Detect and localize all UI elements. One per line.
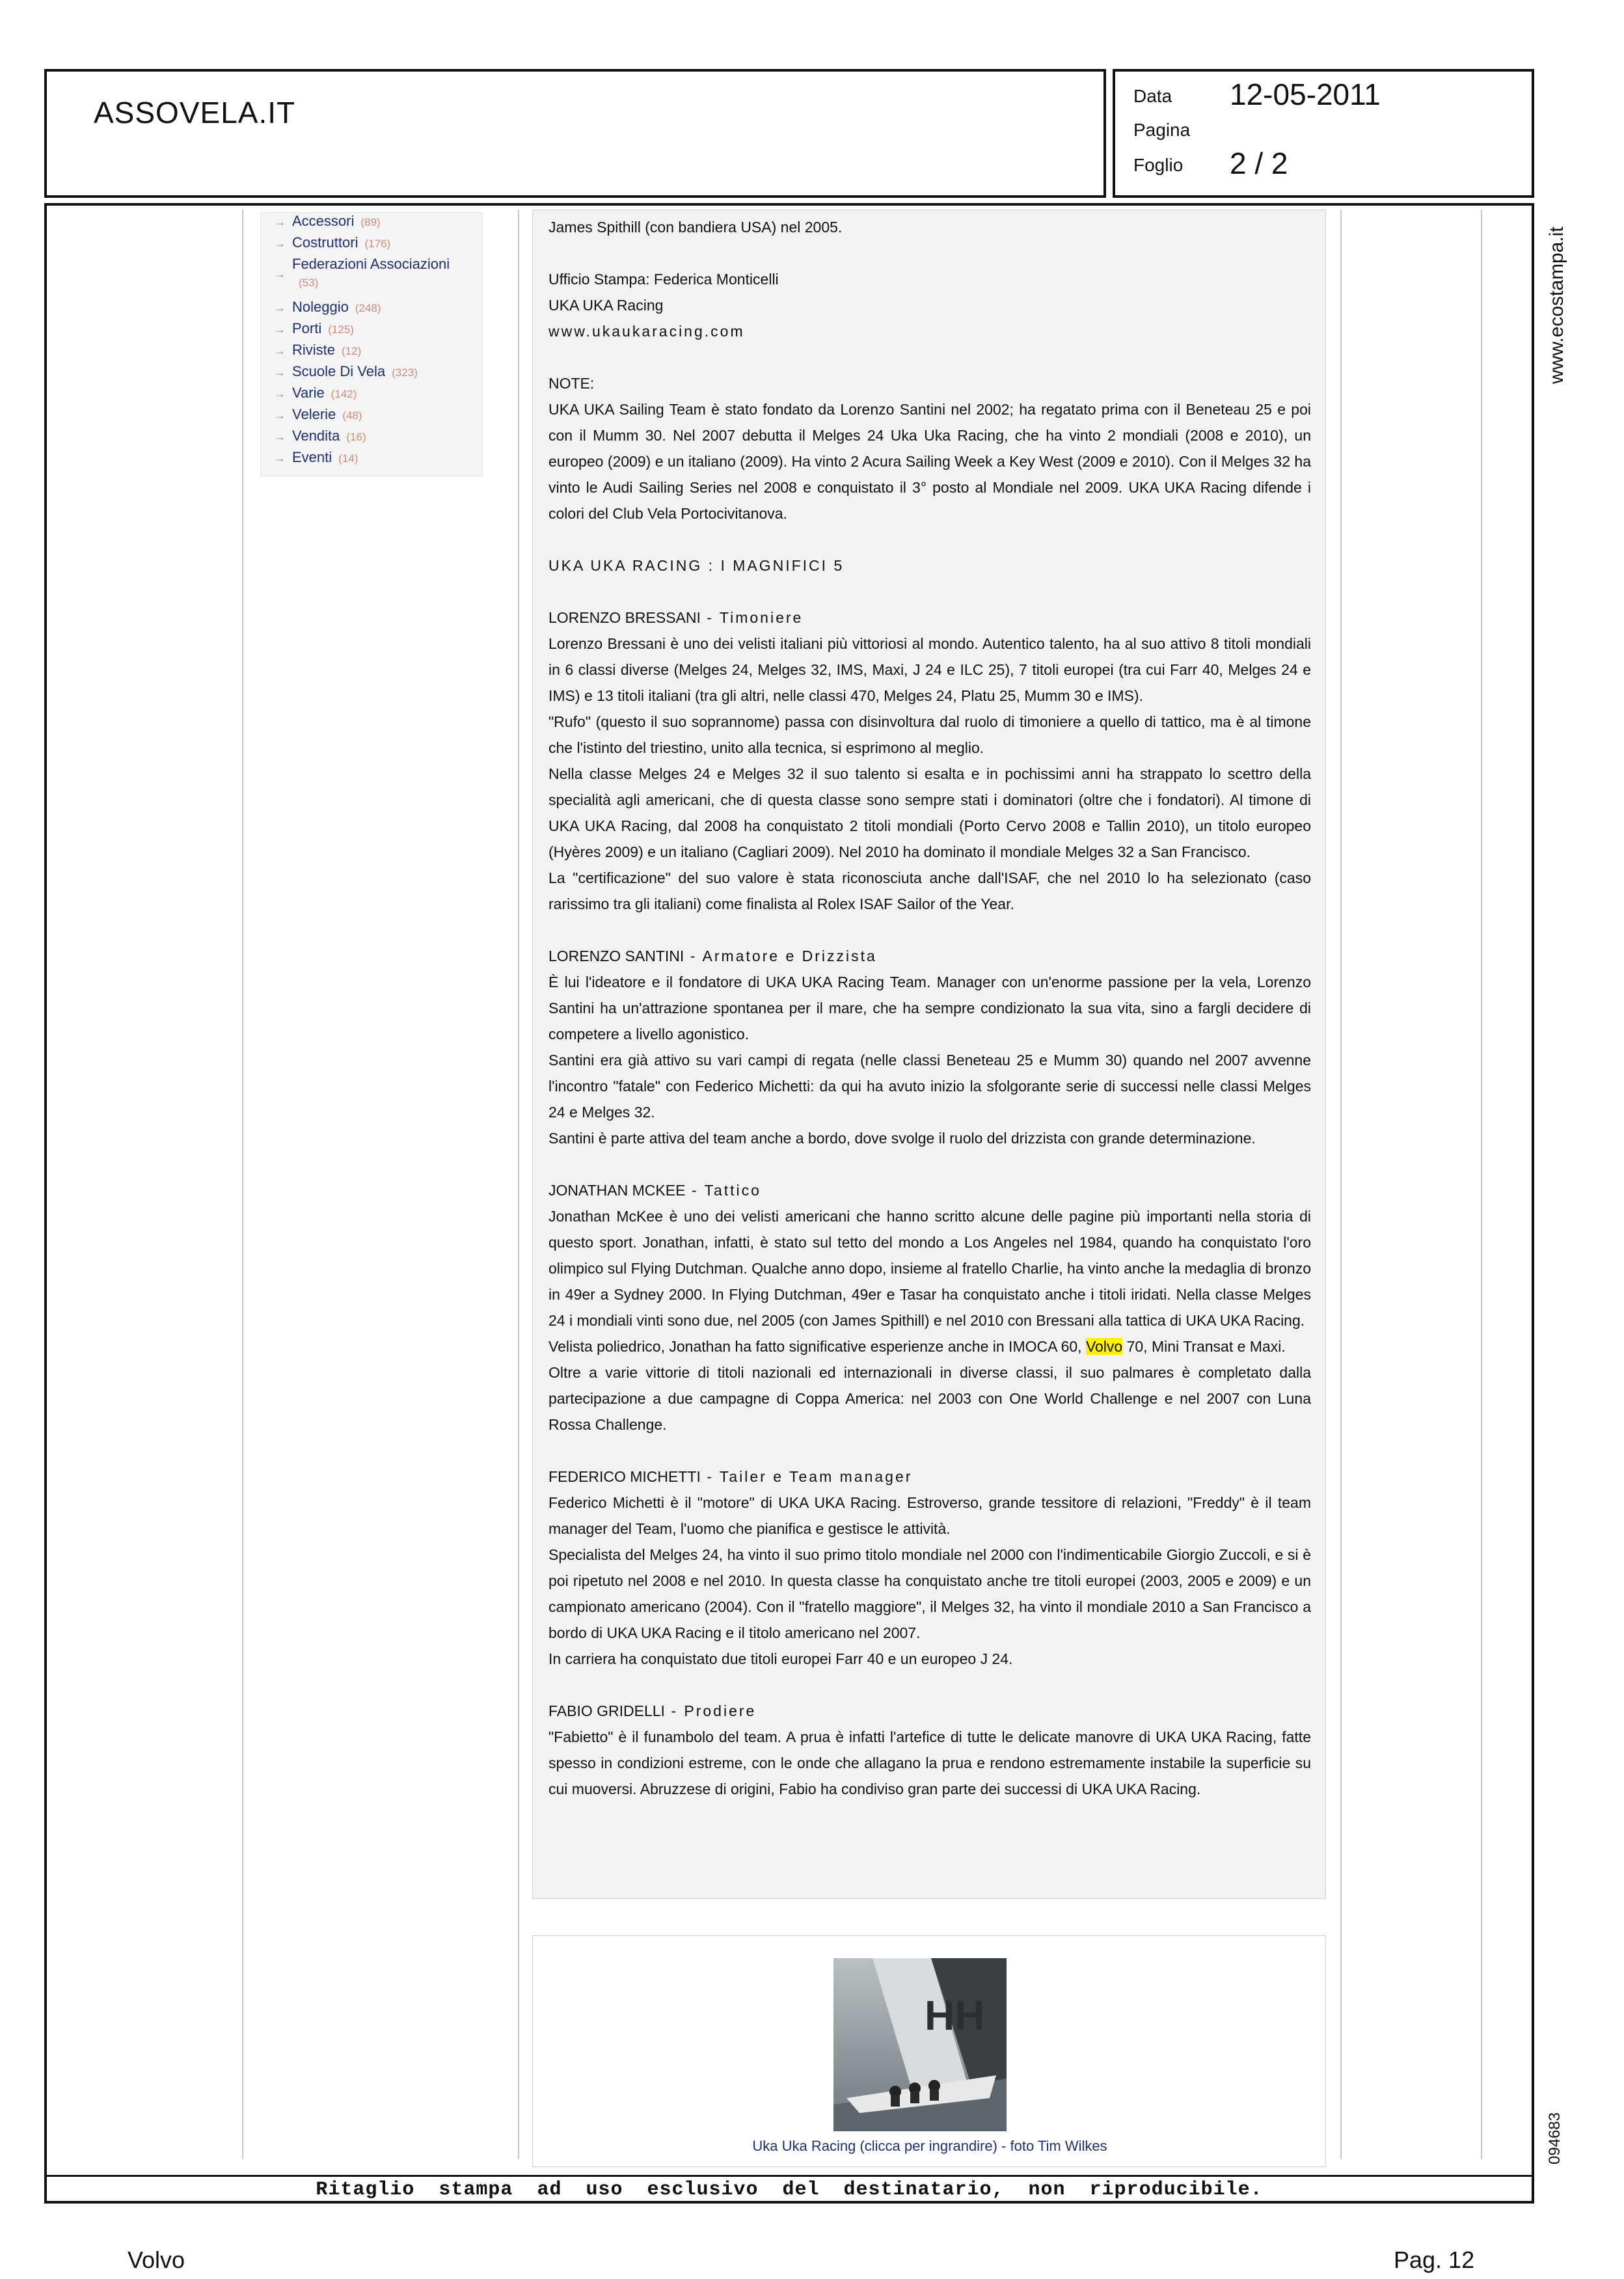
- arrow-right-icon: →: [274, 323, 286, 336]
- category-label[interactable]: Riviste: [292, 342, 336, 358]
- source-title: ASSOVELA.IT: [94, 96, 296, 130]
- crew-heading-bressani: [548, 605, 1311, 631]
- category-count: (125): [328, 323, 354, 336]
- foglio-label: Foglio: [1133, 155, 1184, 175]
- note-text: UKA UKA Sailing Team è stato fondato da Lorenzo Santini nel 2002; ha regatato prima con il Beneteau 25 e poi con il Mumm 30. Nel 2007 debutta il Melges 24 Uka Uka Racing, che ha vinto 2 mondiali (2008 e 2010), un europeo (2009) e un italiano (2009). Ha vinto 2 Acura Sailing Week a Key West (2009 e 2010). Con il Melges 32 ha vinto le Audi Sailing Series nel 2008 e conquistato il 3° posto al Mondiale nel 2009. UKA UKA Racing difende i colori del Club Vela Portocivitanova.: [548, 401, 1311, 522]
- data-label: Data: [1133, 86, 1172, 106]
- arrow-right-icon: →: [274, 387, 286, 400]
- header-meta-box: [1113, 69, 1534, 198]
- text-segment: Velista poliedrico, Jonathan ha fatto significative esperienze anche in IMOCA 60,: [548, 1338, 1086, 1355]
- paragraph: È lui l'ideatore e il fondatore di UKA UKA Racing Team. Manager con un'enorme passione per la vela, Lorenzo Santini ha un'attrazione spontanea per il mare, che ha sempre condizionato la sua vita, sino a fargli decidere di competere a livello agonistico.: [548, 974, 1311, 1043]
- paragraph: La "certificazione" del suo valore è stata riconosciuta anche dall'ISAF, che nel 2010 lo ha selezionato (caso rarissimo tra gli italiani) come finalista al Rolex ISAF Sailor of the Year.: [548, 869, 1311, 912]
- foglio-value: 2 / 2: [1230, 146, 1288, 180]
- paragraph: Oltre a varie vittorie di titoli nazionali ed internazionali in diverse classi, il suo palmares è completato dalla partecipazione a due campagne di Coppa America: nel 2003 con One World Challenge e nel 2007 con Luna Rossa Challenge.: [548, 1364, 1311, 1433]
- category-label[interactable]: Federazioni Associazioni: [292, 256, 450, 272]
- category-sidebar: [260, 212, 483, 476]
- paragraph: Nella classe Melges 24 e Melges 32 il suo talento si esalta e in pochissimi anni ha strappato lo scettro della specialità agli americani, che di questa classe sono sempre stati i dominatori (oltre che i fondatori). Al timone di UKA UKA Racing, dal 2008 ha conquistato 2 titoli mondiali (Porto Cervo 2008 e Tallin 2010), un titolo europeo (Hyères 2009) e un italiano (Cagliari 2009). Nel 2010 ha dominato il mondiale Melges 32 a San Francisco.: [548, 765, 1311, 860]
- crew-heading-mckee: [548, 1177, 1311, 1203]
- paragraph: Santini è parte attiva del team anche a bordo, dove svolge il ruolo del drizzista con grande determinazione.: [548, 1130, 1256, 1147]
- keyword-highlight: Volvo: [1085, 1338, 1123, 1355]
- clipping-disclaimer: Ritaglio stampa ad uso esclusivo del destinatario, non riproducibile.: [316, 2179, 1263, 2201]
- sailing-photo[interactable]: [833, 1958, 1007, 2131]
- category-item[interactable]: [274, 234, 390, 251]
- column-divider: [1481, 210, 1482, 2159]
- crew-name: JONATHAN MCKEE: [548, 1182, 686, 1199]
- keyword-label: Volvo: [128, 2246, 185, 2273]
- photo-caption-link[interactable]: Uka Uka Racing (clicca per ingrandire) - foto Tim Wilkes: [752, 2138, 1107, 2154]
- crew-heading-michetti: [548, 1464, 1311, 1490]
- category-label[interactable]: Velerie: [292, 406, 336, 422]
- category-count: (89): [360, 216, 381, 228]
- category-label[interactable]: Costruttori: [292, 234, 359, 251]
- press-team: UKA UKA Racing: [548, 297, 664, 314]
- category-count: (176): [364, 238, 391, 250]
- category-label[interactable]: Eventi: [292, 449, 332, 465]
- arrow-right-icon: →: [274, 452, 286, 465]
- arrow-right-icon: →: [274, 215, 286, 228]
- category-item[interactable]: [274, 363, 418, 380]
- paragraph: In carriera ha conquistato due titoli europei Farr 40 e un europeo J 24.: [548, 1650, 1013, 1667]
- column-divider: [518, 210, 519, 2159]
- arrow-right-icon: →: [274, 237, 286, 250]
- page-number: Pag. 12: [1394, 2246, 1475, 2273]
- photo-box: [532, 1935, 1326, 2167]
- arrow-right-icon: →: [274, 344, 286, 357]
- crew-role: - Prodiere: [664, 1702, 757, 1719]
- category-count: (12): [342, 345, 362, 357]
- category-count: (248): [355, 302, 381, 314]
- team-website-link[interactable]: www.ukaukaracing.com: [548, 323, 745, 340]
- column-divider: [242, 210, 243, 2159]
- category-item[interactable]: [274, 406, 362, 423]
- sail-letters: HH: [925, 1992, 985, 2039]
- crew-role: - Tailer e Team manager: [700, 1468, 913, 1485]
- paragraph: Lorenzo Bressani è uno dei velisti italiani più vittoriosi al mondo. Autentico talento, ha al suo attivo 8 titoli mondiali in 6 classi diverse (Melges 24, Melges 32, IMS, Maxi, J 24 e ILC 25), 7 titoli europei (tra cui Farr 40, Melges 24 e IMS) e 13 titoli italiani (tra gli altri, nelle classi 470, Melges 24, Platu 25, Mumm 30 e IMS).: [548, 635, 1311, 704]
- column-divider: [1340, 210, 1342, 2159]
- crew-name: LORENZO SANTINI: [548, 948, 684, 964]
- article-body: [532, 210, 1326, 1899]
- category-label[interactable]: Accessori: [292, 213, 355, 229]
- category-item[interactable]: [274, 385, 357, 402]
- arrow-right-icon: →: [274, 267, 286, 280]
- category-label[interactable]: Noleggio: [292, 299, 349, 315]
- paragraph: Federico Michetti è il "motore" di UKA UKA Racing. Estroverso, grande tessitore di relazioni, "Freddy" è il team manager del Team, l'uomo che pianifica e gestisce le attività.: [548, 1494, 1311, 1537]
- footer-divider: [47, 2175, 1532, 2177]
- category-item[interactable]: [274, 256, 450, 290]
- paragraph: "Rufo" (questo il suo soprannome) passa con disinvoltura dal ruolo di timoniere a quello di tattico, ma è al timone che l'istinto del triestino, unito alla tecnica, si esprimono al meglio.: [548, 713, 1311, 756]
- article-intro: James Spithill (con bandiera USA) nel 2005.: [548, 219, 843, 236]
- category-count: (142): [331, 388, 357, 400]
- paragraph: Jonathan McKee è uno dei velisti americani che hanno scritto alcune delle pagine più importanti nella storia di questo sport. Jonathan, infatti, è stato sul tetto del mondo a Los Angeles nel 1984, quando ha conquistato l'oro olimpico sul Flying Dutchman. Qualche anno dopo, insieme al fratello Charlie, ha vinto anche la medaglia di bronzo in 49er a Sydney 2000. In Flying Dutchman, 49er e Tasar ha conquistato anche i titoli iridati. Nella classe Melges 24 i mondiali vinti sono due, nel 2005 (con James Spithill) e nel 2010 con Bressani alla tattica di UKA UKA Racing.: [548, 1208, 1311, 1329]
- date-value: 12-05-2011: [1230, 77, 1381, 111]
- document-code: 094683: [1546, 2112, 1563, 2164]
- crew-role: - Armatore e Drizzista: [684, 948, 877, 964]
- arrow-right-icon: →: [274, 366, 286, 379]
- category-item[interactable]: [274, 320, 354, 337]
- category-label[interactable]: Scuole Di Vela: [292, 363, 386, 379]
- arrow-right-icon: →: [274, 301, 286, 314]
- text-segment: 70, Mini Transat e Maxi.: [1122, 1338, 1286, 1355]
- section-title: UKA UKA RACING : I MAGNIFICI 5: [548, 557, 845, 574]
- arrow-right-icon: →: [274, 409, 286, 422]
- note-label: NOTE:: [548, 375, 595, 392]
- crew-name: LORENZO BRESSANI: [548, 609, 701, 626]
- crew-role: - Timoniere: [700, 609, 804, 626]
- paragraph: [548, 1333, 1311, 1359]
- category-item[interactable]: [274, 299, 381, 316]
- category-item[interactable]: [274, 428, 366, 444]
- header-source-box: [44, 69, 1106, 198]
- category-item[interactable]: [274, 213, 381, 230]
- crew-role: - Tattico: [685, 1182, 761, 1199]
- category-label[interactable]: Porti: [292, 320, 322, 336]
- category-count: (48): [342, 409, 362, 422]
- category-item[interactable]: [274, 449, 358, 466]
- category-label[interactable]: Varie: [292, 385, 325, 401]
- category-count: (16): [346, 431, 366, 443]
- crew-heading-santini: [548, 943, 1311, 969]
- pagina-label: Pagina: [1133, 120, 1191, 140]
- ecostampa-website: www.ecostampa.it: [1546, 226, 1567, 384]
- crew-name: FABIO GRIDELLI: [548, 1702, 665, 1719]
- press-office: Ufficio Stampa: Federica Monticelli: [548, 271, 779, 288]
- category-item[interactable]: [274, 342, 361, 359]
- paragraph: Santini era già attivo su vari campi di regata (nelle classi Beneteau 25 e Mumm 30) quando nel 2007 avvenne l'incontro "fatale" con Federico Michetti: da qui ha avuto inizio la sfolgorante serie di successi nelle classi Melges 24 e Melges 32.: [548, 1052, 1311, 1121]
- paragraph: Specialista del Melges 24, ha vinto il suo primo titolo mondiale nel 2000 con l'indimenticabile Giorgio Zuccoli, e si è poi ripetuto nel 2008 e nel 2010. In questa classe ha conquistato anche tre titoli europei (2003, 2005 e 2009) e un campionato americano (2004). Con il "fratello maggiore", il Melges 32, ha vinto il mondiale 2010 a San Francisco a bordo di UKA UKA Racing e il titolo americano nel 2007.: [548, 1546, 1311, 1641]
- sailboat-illustration: [833, 1958, 1007, 2131]
- category-count: (53): [299, 277, 319, 289]
- arrow-right-icon: →: [274, 430, 286, 443]
- paragraph: "Fabietto" è il funambolo del team. A prua è infatti l'artefice di tutte le delicate manovre di UKA UKA Racing, fatte spesso in condizioni estreme, con le onde che allagano la prua e rendono estremamente instabile la superficie su cui muoversi. Abruzzese di origini, Fabio ha condiviso gran parte dei successi di UKA UKA Racing.: [548, 1728, 1311, 1797]
- crew-name: FEDERICO MICHETTI: [548, 1468, 701, 1485]
- category-label[interactable]: Vendita: [292, 428, 340, 444]
- crew-heading-gridelli: [548, 1698, 1311, 1724]
- category-count: (14): [338, 452, 359, 465]
- category-count: (323): [392, 366, 418, 379]
